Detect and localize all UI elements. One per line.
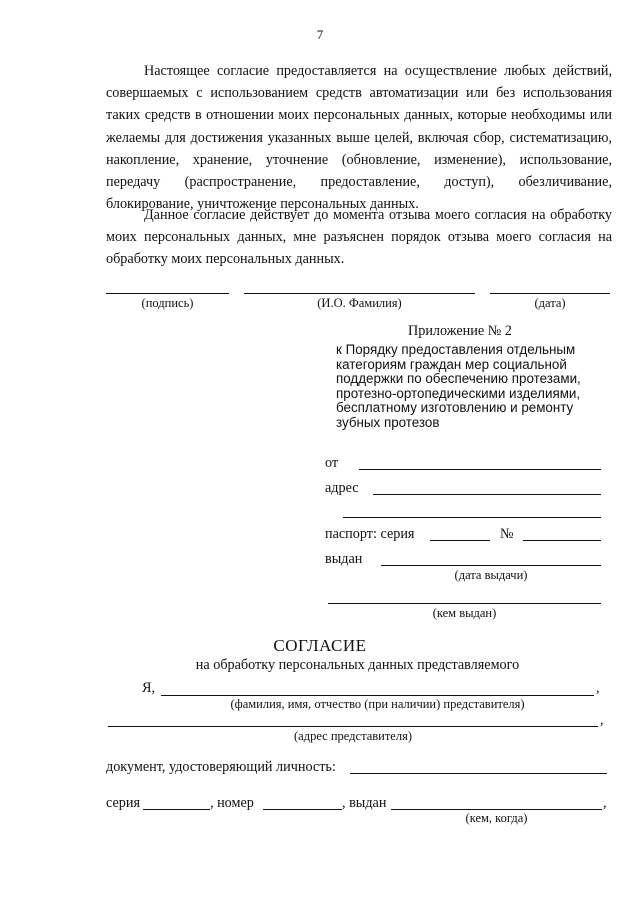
consent-title: СОГЛАСИЕ [273,636,367,655]
doc-issued-field[interactable] [391,809,602,810]
passport-number-label: № [500,526,514,542]
consent-scope-text: Настоящее согласие предоставляется на осуществление любых действий, совершаемых с использованием средств автоматизации или без использования таких средств в отношении моих персональных данных, которые необходимы или желаемы для достижения указанных выше целей, включая сбор, систематизацию, накопление, хранение, уточнение (обновление, изменение), использование, передачу (распространение, предоставление, доступ), обезличивание, блокирование, уничтожение персональных данных. [106,63,612,213]
address-label: адрес [325,480,359,496]
consent-validity-text: Данное согласие действует до момента отзыва моего согласия на обработку моих персональных данных, мне разъяснен порядок отзыва моего согласия на обработку моих персональных данных. [106,207,612,268]
from-label: от [325,455,339,471]
issue-date-field[interactable] [381,565,601,566]
passport-series-field[interactable] [430,540,490,541]
fio-comma: , [596,680,600,696]
appendix-title: Приложение № 2 [408,323,512,339]
date-caption: (дата) [534,296,566,310]
date-line[interactable] [490,293,610,294]
name-caption: (И.О. Фамилия) [317,296,402,310]
issue-date-caption: (дата выдачи) [454,568,528,582]
address-field-2[interactable] [343,517,601,518]
page-number: 7 [316,27,324,42]
address-comma: , [600,712,604,728]
issued-by-field[interactable] [328,603,601,604]
doc-issued-label: , выдан [342,795,387,811]
doc-issued-caption: (кем, когда) [465,811,528,825]
passport-number-field[interactable] [523,540,601,541]
name-line[interactable] [244,293,475,294]
doc-series-label: серия [106,795,140,811]
doc-series-field[interactable] [143,809,210,810]
issued-label: выдан [325,551,363,567]
address-field[interactable] [373,494,601,495]
address-caption: (адрес представителя) [294,729,412,743]
passport-series-label: паспорт: серия [325,526,415,542]
issued-comma: , [603,795,607,811]
representative-address-field[interactable] [108,726,598,727]
consent-scope-paragraph [106,60,612,215]
signature-caption: (подпись) [141,296,194,310]
signature-line[interactable] [106,293,229,294]
id-document-label: документ, удостоверяющий личность: [106,759,336,775]
doc-number-label: , номер [210,795,254,811]
issued-by-caption: (кем выдан) [432,606,497,620]
consent-validity-paragraph [106,204,612,271]
appendix-text: к Порядку предоставления отдельным категориям граждан мер социальной поддержки по обеспечению протезами, протезно-ортопедическими изделиями, бесплатному изготовлению и ремонту зубных протезов [336,342,581,430]
fio-caption: (фамилия, имя, отчество (при наличии) представителя) [230,697,525,711]
consent-subtitle: на обработку персональных данных представляемого [195,657,520,673]
i-label: Я, [142,680,156,696]
representative-fio-field[interactable] [161,695,594,696]
doc-number-field[interactable] [263,809,342,810]
from-field[interactable] [359,469,601,470]
id-document-field[interactable] [350,773,607,774]
